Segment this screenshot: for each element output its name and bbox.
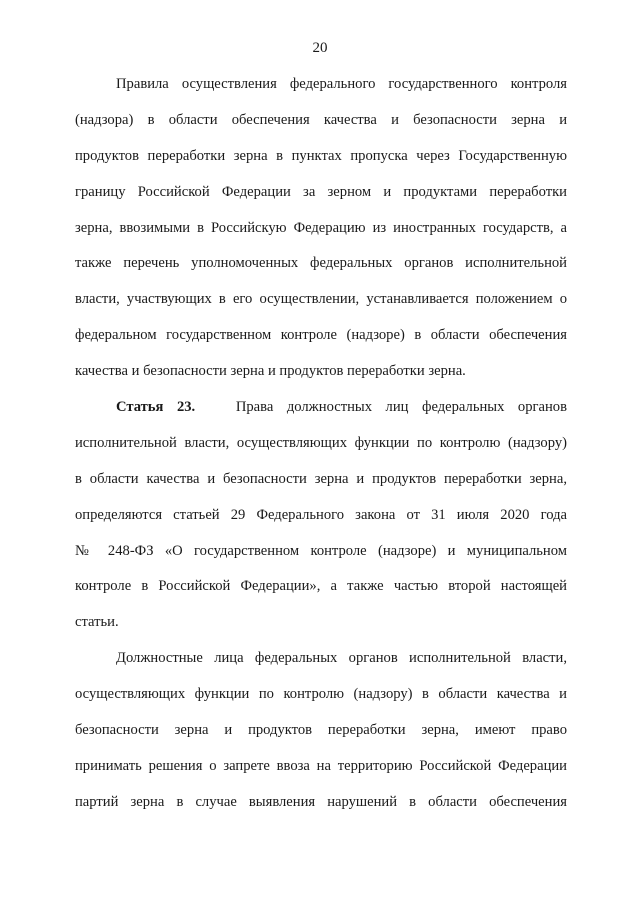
text-line: зерна, ввозимыми в Российскую Федерацию из иностранных государств, а	[75, 219, 567, 236]
text-line: осуществляющих функции по контролю (надзору) в области качества и	[75, 686, 567, 703]
text-line	[75, 390, 567, 426]
text-line: Должностные лица федеральных органов исполнительной власти,	[116, 650, 567, 667]
text-line: исполнительной власти, осуществляющих функции по контролю (надзору)	[75, 434, 567, 451]
text-line: границу Российской Федерации за зерном и продуктами переработки	[75, 183, 567, 200]
text-line: партий зерна в случае выявления нарушений в области обеспечения	[75, 793, 567, 810]
article-text: Права должностных лиц федеральных органов	[235, 399, 567, 416]
article-paragraph	[75, 390, 567, 641]
text-line: принимать решения о запрете ввоза на территорию Российской Федерации	[75, 757, 567, 774]
paragraph	[75, 67, 567, 390]
text-line: № 248-ФЗ «О государственном контроле (надзоре) и муниципальном	[75, 542, 567, 559]
text-line: продуктов переработки зерна в пунктах пропуска через Государственную	[75, 147, 567, 164]
text-line: (надзора) в области обеспечения качества и безопасности зерна и	[75, 111, 567, 128]
text-line: контроле в Российской Федерации», а также частью второй настоящей	[75, 578, 567, 595]
text-line: Правила осуществления федерального государственного контроля	[116, 76, 567, 92]
text-line: безопасности зерна и продуктов переработки зерна, имеют право	[75, 722, 567, 739]
text-line: статьи.	[75, 614, 119, 631]
page-number: 20	[312, 40, 328, 56]
text-line: качества и безопасности зерна и продуктов переработки зерна.	[75, 363, 466, 380]
text-line: в области качества и безопасности зерна и продуктов переработки зерна,	[75, 470, 567, 487]
text-line: власти, участвующих в его осуществлении, устанавливается положением о	[75, 291, 567, 308]
document-body	[75, 67, 567, 821]
text-line: определяются статьей 29 Федерального закона от 31 июля 2020 года	[75, 506, 567, 523]
article-heading: Статья 23.	[116, 399, 196, 416]
paragraph	[75, 641, 567, 820]
text-line: также перечень уполномоченных федеральных органов исполнительной	[75, 255, 567, 272]
text-line: федеральном государственном контроле (надзоре) в области обеспечения	[75, 327, 567, 344]
